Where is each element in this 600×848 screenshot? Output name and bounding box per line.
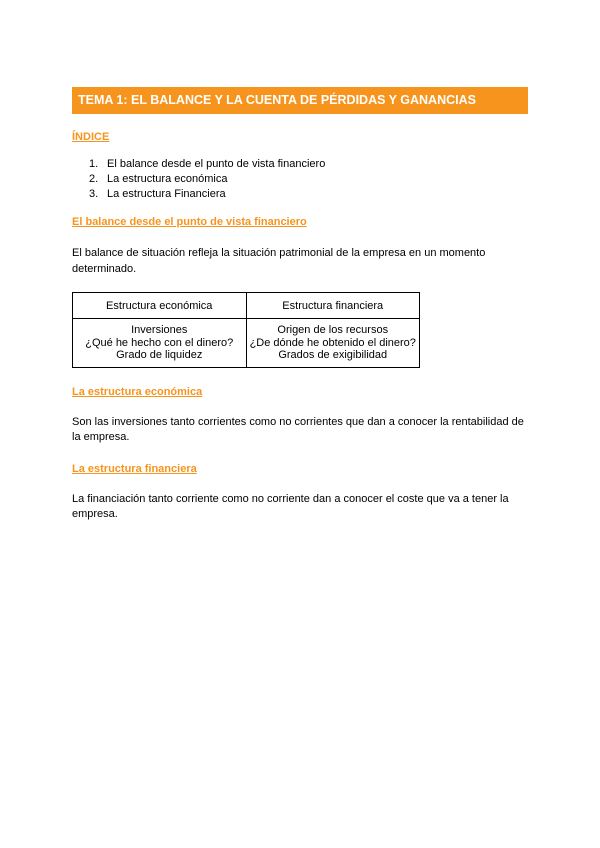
table-cell-line: Grado de liquidez [116, 349, 203, 361]
table-cell-line: ¿De dónde he obtenido el dinero? [249, 336, 416, 349]
list-item-label: La estructura Financiera [107, 188, 226, 200]
index-heading: ÍNDICE [72, 131, 110, 143]
table-cell-line: Inversiones [131, 324, 188, 336]
table-cell-economica [73, 319, 247, 368]
balance-paragraph: El balance de situación refleja la situación patrimonial de la empresa en un momento determinado. [72, 247, 486, 275]
financiera-paragraph: La financiación tanto corriente como no corriente dan a conocer el coste que va a tener la empresa. [72, 492, 509, 520]
document-page [72, 87, 528, 523]
list-item-number: 3. [89, 188, 99, 200]
list-item-label: El balance desde el punto de vista financiero [107, 158, 326, 170]
table-cell-line: ¿Qué he hecho con el dinero? [85, 336, 234, 349]
economica-paragraph: Son las inversiones tanto corrientes como no corrientes que dan a conocer la rentabilidad de la empresa. [72, 415, 524, 443]
list-item-label: La estructura económica [107, 173, 228, 185]
index-list [72, 157, 528, 202]
financiera-heading: La estructura financiera [72, 462, 197, 475]
table-cell-financiera [246, 319, 420, 368]
list-item [72, 172, 528, 187]
balance-heading: El balance desde el punto de vista financiero [72, 216, 307, 228]
table-cell-line: Origen de los recursos [277, 324, 389, 336]
table-header-economica: Estructura económica [73, 293, 247, 319]
structure-table [72, 292, 420, 368]
table-cell-line: Grados de exigibilidad [278, 349, 388, 361]
document-title: TEMA 1: EL BALANCE Y LA CUENTA DE PÉRDIDAS Y GANANCIAS [72, 87, 528, 114]
list-item-number: 2. [89, 173, 99, 185]
economica-heading: La estructura económica [72, 385, 203, 398]
list-item-number: 1. [89, 158, 99, 170]
list-item [72, 157, 528, 172]
table-header-row [73, 293, 420, 319]
list-item [72, 187, 528, 202]
table-row [73, 319, 420, 368]
table-header-financiera: Estructura financiera [246, 293, 420, 319]
